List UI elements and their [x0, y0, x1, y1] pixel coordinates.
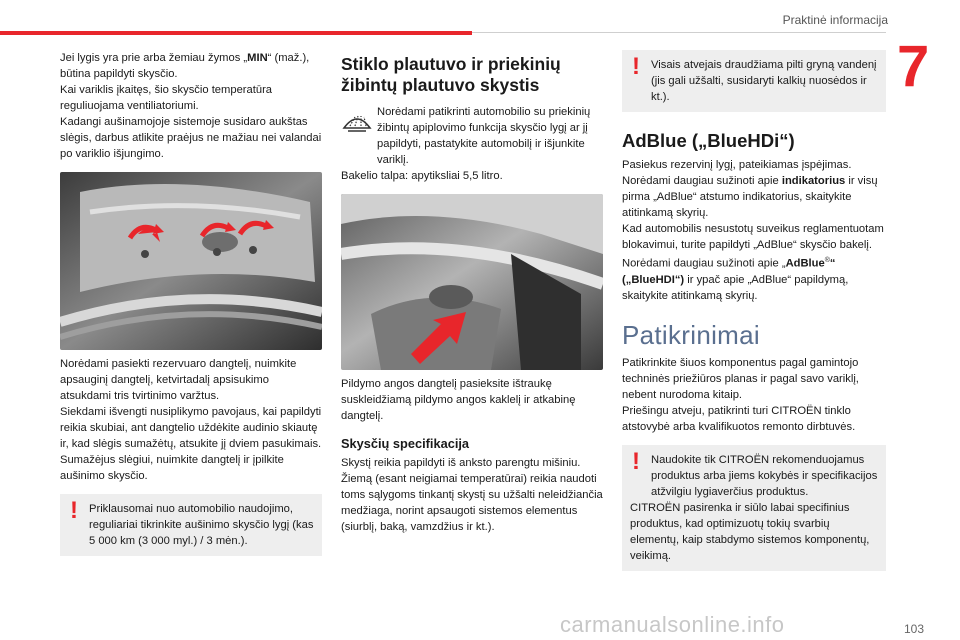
water-warning-box: ! Visais atvejais draudžiama pilti gryną vandenį (jis gali užšalti, susidaryti kalkių nuosėdos ir kt.). — [622, 50, 886, 112]
checks-schedule-text: Patikrinkite šiuos komponentus pagal gamintojo techninės priežiūros planas ir pagal savo variklį, nebent nurodoma kitaip. — [622, 356, 859, 401]
coolant-intro: Jei lygis yra prie arba žemiau žymos „MIN“ (maž.), būtina papildyti skysčio. — [60, 52, 310, 80]
refill-text: Sumažėjus slėgiui, nuimkite dangtelį ir įpilkite aušinimo skysčio. — [60, 454, 284, 482]
adblue-block-text: Kad automobilis nesustotų suveikus reglamentuotam blokavimui, turite papildyti „AdBlue“ skysčio bakelį. — [622, 223, 884, 251]
washer-fluid-title: Stiklo plautuvo ir priekinių žibintų plautuvo skystis — [341, 54, 561, 95]
warning-exclamation-icon: ! — [632, 53, 640, 80]
capacity-text: Bakelio talpa: apytiksliai 5,5 litro. — [341, 170, 503, 182]
checks-title: Patikrinimai — [622, 319, 760, 350]
page-number: 103 — [903, 622, 924, 636]
checks-dealer-text: Priešingu atveju, patikrinti turi CITROËN tinklo atstovybė arba kvalifikuotos remonto dirbtuvės. — [622, 404, 856, 433]
warning-exclamation-icon: ! — [632, 447, 640, 475]
washer-icon-paragraph: Norėdami patikrinti automobilio su priekinių žibintų apiplovimo funkcija skysčio lygį ar jį papildyti, pastatykite automobilį ir išjunkite variklį. — [341, 104, 603, 168]
adblue-more-text: Norėdami daugiau sužinoti apie „AdBlue®“ („BlueHDI“) ir ypač apie „AdBlue“ papildymą, skaitykite atitinkamą skyrių. — [622, 257, 849, 302]
coolant-pressure-text: Kadangi aušinamojoje sistemoje susidaro aukštas slėgis, darbus atlikite praėjus ne mažiau nei valandai po variklio išjungimo. — [60, 116, 322, 160]
column-1 — [60, 50, 322, 556]
watermark: carmanualsonline.info — [560, 612, 785, 637]
column-2 — [341, 50, 603, 535]
cap-access-text: Norėdami pasiekti rezervuaro dangtelį, nuimkite apsauginį dangtelį, ketvirtadalį apsisukimo atsukdami tris tvirtinimo varžtus. — [60, 358, 297, 402]
scald-warning-text: Siekdami išvengti nusiplikymo pavojaus, kai papildyti reikia skubiai, ant dangtelio uždėkite audinio skiautę ir, kad slėgis sumažėtų, atsukite jį dviem pasukimais. — [60, 406, 322, 450]
header-rule — [472, 32, 886, 33]
coolant-fan-text: Kai variklis įkaitęs, šio skysčio temperatūra reguliuojama ventiliatoriumi. — [60, 84, 273, 112]
header-accent-bar — [0, 31, 472, 35]
adblue-title: AdBlue („BlueHDi“) — [622, 130, 795, 151]
coolant-warning-box: ! Priklausomai nuo automobilio naudojimo, reguliariai tikrinkite aušinimo skysčio lygį (kas 5 000 km (3 000 myl.) / 3 mėn.). — [60, 494, 322, 556]
windscreen-washer-icon — [341, 106, 373, 137]
products-warning-box: ! Naudokite tik CITROËN rekomenduojamus produktus arba jiems kokybės ir specifikacijos atžvilgiu lygiaverčius produktus. CITROËN pasirenka ir siūlo labai specifinius produktus, kad optimizuotų tokių svarbių elementų, kaip stabdymo sistemos komponentų, veikimą. — [622, 445, 886, 571]
running-title: Praktinė informacija — [782, 13, 888, 27]
chapter-number: 7 — [897, 34, 930, 99]
coolant-reservoir-photo — [60, 172, 322, 350]
adblue-reserve-text: Pasiekus rezervinį lygį, pateikiamas įspėjimas. — [622, 159, 852, 171]
column-3 — [622, 50, 886, 571]
fluid-spec-title: Skysčių specifikacija — [341, 436, 470, 451]
adblue-indicators-text: Norėdami daugiau sužinoti apie indikatorius ir visų pirma „AdBlue“ atstumo indikatorius, skaitykite atitinkamą skyrių. — [622, 175, 878, 219]
warning-exclamation-icon: ! — [70, 497, 78, 524]
washer-reservoir-photo — [341, 194, 603, 370]
fluid-spec-text: Skystį reikia papildyti iš anksto parengtu mišiniu. Žiemą (esant neigiamai temperatūrai) reikia naudoti toms sąlygoms tinkantį skystį su užšalti neleidžiančia medžiaga, norint apsaugoti sistemos elementus (siurblį, baką, vamzdžius ir kt.). — [341, 457, 603, 533]
fill-neck-text: Pildymo angos dangtelį pasieksite ištraukę suskleidžiamą pildymo angos kaklelį ir atkabinę dangtelį. — [341, 378, 576, 422]
